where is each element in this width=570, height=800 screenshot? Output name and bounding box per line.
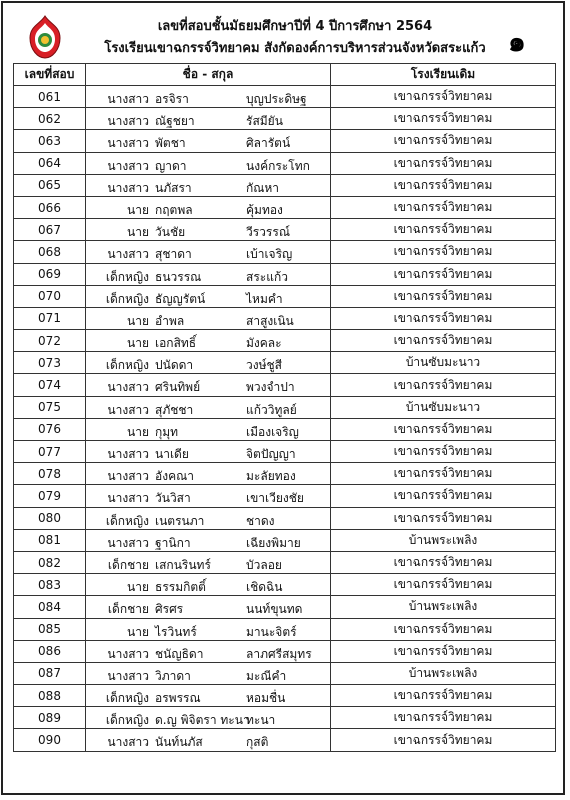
table-row xyxy=(14,152,556,174)
exam-id: 090 xyxy=(14,729,86,751)
previous-school: เขาฉกรรจ์วิทยาคม xyxy=(331,707,556,729)
previous-school: เขาฉกรรจ์วิทยาคม xyxy=(331,241,556,263)
first-name: ศิรศร xyxy=(155,602,184,617)
exam-id: 079 xyxy=(14,485,86,507)
last-name: เชิดฉิน xyxy=(246,580,283,595)
school-logo-icon xyxy=(26,14,64,60)
exam-id: 070 xyxy=(14,285,86,307)
student-name xyxy=(86,441,331,463)
previous-school: เขาฉกรรจ์วิทยาคม xyxy=(331,441,556,463)
name-prefix: นาย xyxy=(127,580,149,595)
previous-school: บ้านพระเพลิง xyxy=(331,596,556,618)
previous-school: เขาฉกรรจ์วิทยาคม xyxy=(331,196,556,218)
exam-seat-table xyxy=(13,63,556,752)
student-name xyxy=(86,463,331,485)
name-prefix: เด็กหญิง xyxy=(105,691,149,706)
table-row xyxy=(14,529,556,551)
student-name xyxy=(86,219,331,241)
table-row xyxy=(14,241,556,263)
name-prefix: นางสาว xyxy=(107,158,149,173)
first-name: เนตรนภา xyxy=(155,513,205,528)
exam-id: 076 xyxy=(14,418,86,440)
last-name: มังคละ xyxy=(246,336,282,351)
last-name: ไหมคำ xyxy=(246,291,283,306)
name-prefix: นางสาว xyxy=(107,535,149,550)
page-subtitle: โรงเรียนเขาฉกรรจ์วิทยาคม สังกัดองค์การบริหารส่วนจังหวัดสระแก้ว xyxy=(104,41,486,56)
previous-school: เขาฉกรรจ์วิทยาคม xyxy=(331,130,556,152)
first-name: กุมุท xyxy=(155,424,179,439)
first-name: ฐานิกา xyxy=(155,535,191,550)
last-name: สาสูงเนิน xyxy=(246,313,294,328)
previous-school: เขาฉกรรจ์วิทยาคม xyxy=(331,640,556,662)
last-name: หอมชื่น xyxy=(246,691,286,706)
name-prefix: นางสาว xyxy=(107,447,149,461)
first-name: พัตชา xyxy=(155,136,186,151)
student-name xyxy=(86,263,331,285)
table-row xyxy=(14,174,556,196)
student-name xyxy=(86,396,331,418)
student-name xyxy=(86,418,331,440)
name-prefix: เด็กชาย xyxy=(107,557,149,572)
exam-id: 074 xyxy=(14,374,86,396)
exam-id: 084 xyxy=(14,596,86,618)
name-prefix: เด็กหญิง xyxy=(105,269,149,284)
last-name: มานะจิตร์ xyxy=(246,624,297,639)
first-name: สุภัชชา xyxy=(155,402,194,417)
table-row xyxy=(14,596,556,618)
first-name: ศรินทิพย์ xyxy=(155,380,201,395)
first-name: นันท์นภัส xyxy=(155,735,203,750)
last-name: ลาภศรีสมุทร xyxy=(246,646,312,661)
exam-id: 063 xyxy=(14,130,86,152)
table-row xyxy=(14,707,556,729)
name-prefix: เด็กหญิง xyxy=(105,513,149,528)
name-prefix: นางสาว xyxy=(107,646,149,661)
last-name: มะณีคำ xyxy=(246,668,287,683)
exam-id: 088 xyxy=(14,685,86,707)
page-title: เลขที่สอบชั้นมัธยมศึกษาปีที่ 4 ปีการศึกษา 2564 xyxy=(157,19,433,34)
table-row xyxy=(14,330,556,352)
table-row xyxy=(14,86,556,108)
previous-school: เขาฉกรรจ์วิทยาคม xyxy=(331,174,556,196)
student-name xyxy=(86,241,331,263)
previous-school: เขาฉกรรจ์วิทยาคม xyxy=(331,485,556,507)
exam-id: 077 xyxy=(14,441,86,463)
name-prefix: นาย xyxy=(127,424,149,439)
column-header-school: โรงเรียนเดิม xyxy=(331,64,556,86)
first-name: วิภาดา xyxy=(155,668,191,683)
last-name: นงค์กระโทก xyxy=(246,158,310,173)
last-name: ศิลารัตน์ xyxy=(246,136,291,151)
table-row xyxy=(14,551,556,573)
table-row xyxy=(14,618,556,640)
first-name: ธัญญรัตน์ xyxy=(155,291,206,306)
student-name xyxy=(86,707,331,729)
table-row xyxy=(14,352,556,374)
last-name: เฉียงพิมาย xyxy=(246,535,301,550)
exam-id: 071 xyxy=(14,307,86,329)
student-name xyxy=(86,152,331,174)
column-header-name: ชื่อ - สกุล xyxy=(86,64,331,86)
first-name: อำพล xyxy=(155,313,185,328)
exam-id: 087 xyxy=(14,662,86,684)
first-name: อังคณา xyxy=(155,469,194,484)
first-name: ธนวรรณ xyxy=(155,269,202,284)
table-row xyxy=(14,640,556,662)
student-name xyxy=(86,485,331,507)
exam-id: 062 xyxy=(14,108,86,130)
student-name xyxy=(86,596,331,618)
first-name: กฤตพล xyxy=(155,202,193,217)
student-name xyxy=(86,662,331,684)
previous-school: เขาฉกรรจ์วิทยาคม xyxy=(331,219,556,241)
last-name: รัสมียัน xyxy=(246,114,283,129)
previous-school: เขาฉกรรจ์วิทยาคม xyxy=(331,152,556,174)
exam-id: 086 xyxy=(14,640,86,662)
exam-id: 073 xyxy=(14,352,86,374)
table-row xyxy=(14,463,556,485)
table-row xyxy=(14,729,556,751)
name-prefix: นาย xyxy=(127,313,149,328)
first-name: อรพรรณ xyxy=(155,691,201,706)
first-name: ไรวินทร์ xyxy=(155,624,197,639)
name-prefix: นางสาว xyxy=(107,136,149,151)
exam-id: 072 xyxy=(14,330,86,352)
previous-school: เขาฉกรรจ์วิทยาคม xyxy=(331,418,556,440)
name-prefix: นางสาว xyxy=(107,735,149,750)
last-name: เขาเวียงชัย xyxy=(246,491,304,506)
exam-id: 067 xyxy=(14,219,86,241)
table-row xyxy=(14,219,556,241)
name-prefix: เด็กชาย xyxy=(107,602,149,617)
student-name xyxy=(86,352,331,374)
exam-id: 061 xyxy=(14,86,86,108)
previous-school: เขาฉกรรจ์วิทยาคม xyxy=(331,685,556,707)
table-row xyxy=(14,130,556,152)
previous-school: เขาฉกรรจ์วิทยาคม xyxy=(331,374,556,396)
table-row xyxy=(14,307,556,329)
exam-id: 080 xyxy=(14,507,86,529)
first-name: วันชัย xyxy=(155,225,186,240)
first-name: ญาดา xyxy=(155,158,187,173)
previous-school: เขาฉกรรจ์วิทยาคม xyxy=(331,507,556,529)
student-name xyxy=(86,618,331,640)
previous-school: เขาฉกรรจ์วิทยาคม xyxy=(331,285,556,307)
student-name xyxy=(86,330,331,352)
student-name xyxy=(86,685,331,707)
table-row xyxy=(14,108,556,130)
exam-id: 078 xyxy=(14,463,86,485)
exam-id: 083 xyxy=(14,574,86,596)
last-name: เมืองเจริญ xyxy=(246,424,299,439)
name-prefix: นาย xyxy=(127,225,149,240)
previous-school: เขาฉกรรจ์วิทยาคม xyxy=(331,551,556,573)
student-name xyxy=(86,729,331,751)
first-name: ด.ญ พิจิตรา ทะนา xyxy=(155,713,250,728)
last-name: เบ้าเจริญ xyxy=(246,247,293,262)
exam-id: 069 xyxy=(14,263,86,285)
first-name: เสกนรินทร์ xyxy=(155,557,211,572)
name-prefix: นางสาว xyxy=(107,491,149,506)
table-row xyxy=(14,485,556,507)
exam-id: 085 xyxy=(14,618,86,640)
name-prefix: นางสาว xyxy=(107,180,149,195)
name-prefix: นางสาว xyxy=(107,114,149,129)
student-name xyxy=(86,640,331,662)
student-name xyxy=(86,574,331,596)
first-name: นภัสรา xyxy=(155,180,192,195)
student-name xyxy=(86,551,331,573)
previous-school: บ้านพระเพลิง xyxy=(331,529,556,551)
table-body xyxy=(14,86,556,752)
previous-school: เขาฉกรรจ์วิทยาคม xyxy=(331,463,556,485)
previous-school: เขาฉกรรจ์วิทยาคม xyxy=(331,86,556,108)
first-name: ณัฐชยา xyxy=(155,114,195,129)
table-header-row xyxy=(14,64,556,86)
last-name: นนท์ขุนทด xyxy=(246,602,303,617)
exam-id: 065 xyxy=(14,174,86,196)
table-row xyxy=(14,396,556,418)
table-row xyxy=(14,507,556,529)
table-row xyxy=(14,374,556,396)
first-name: สุชาดา xyxy=(155,247,192,262)
name-prefix: นาย xyxy=(127,624,149,639)
name-prefix: เด็กหญิง xyxy=(105,358,149,373)
last-name: พวงจำปา xyxy=(246,380,295,395)
last-name: มะลัยทอง xyxy=(246,469,296,484)
exam-id: 082 xyxy=(14,551,86,573)
previous-school: เขาฉกรรจ์วิทยาคม xyxy=(331,574,556,596)
student-name xyxy=(86,130,331,152)
name-prefix: นางสาว xyxy=(107,92,149,106)
previous-school: เขาฉกรรจ์วิทยาคม xyxy=(331,307,556,329)
exam-id: 066 xyxy=(14,196,86,218)
name-prefix: เด็กหญิง xyxy=(105,713,149,728)
previous-school: เขาฉกรรจ์วิทยาคม xyxy=(331,263,556,285)
student-name xyxy=(86,529,331,551)
name-prefix: นางสาว xyxy=(107,469,149,484)
first-name: อรจิรา xyxy=(155,92,189,106)
table-row xyxy=(14,263,556,285)
last-name: ทะนา xyxy=(246,713,276,728)
last-name: วงษ์ชูสี xyxy=(246,358,282,373)
student-name xyxy=(86,86,331,108)
student-name xyxy=(86,374,331,396)
name-prefix: นางสาว xyxy=(107,247,149,262)
previous-school: บ้านซับมะนาว xyxy=(331,396,556,418)
student-name xyxy=(86,196,331,218)
last-name: กุสติ xyxy=(246,735,269,750)
last-name: จิตปัญญา xyxy=(246,447,296,461)
previous-school: เขาฉกรรจ์วิทยาคม xyxy=(331,108,556,130)
first-name: วันวิสา xyxy=(155,491,191,506)
last-name: แก้ววิทูลย์ xyxy=(246,402,297,417)
student-name xyxy=(86,507,331,529)
exam-id: 068 xyxy=(14,241,86,263)
first-name: ธรรมกิตติ์ xyxy=(155,580,206,595)
table-row xyxy=(14,574,556,596)
table-row xyxy=(14,285,556,307)
last-name: บุญประดิษฐ xyxy=(246,92,307,106)
name-prefix: นางสาว xyxy=(107,402,149,417)
student-name xyxy=(86,285,331,307)
name-prefix: เด็กหญิง xyxy=(105,291,149,306)
exam-id: 081 xyxy=(14,529,86,551)
student-name xyxy=(86,108,331,130)
previous-school: บ้านพระเพลิง xyxy=(331,662,556,684)
exam-id: 075 xyxy=(14,396,86,418)
previous-school: บ้านซับมะนาว xyxy=(331,352,556,374)
exam-id: 089 xyxy=(14,707,86,729)
column-header-id: เลขที่สอบ xyxy=(14,64,86,86)
table-row xyxy=(14,685,556,707)
name-prefix: นางสาว xyxy=(107,380,149,395)
first-name: ชนัญธิดา xyxy=(155,646,204,661)
exam-id: 064 xyxy=(14,152,86,174)
first-name: เอกสิทธิ์ xyxy=(155,336,197,351)
table-row xyxy=(14,418,556,440)
table-row xyxy=(14,441,556,463)
last-name: บัวลอย xyxy=(246,557,282,572)
previous-school: เขาฉกรรจ์วิทยาคม xyxy=(331,330,556,352)
previous-school: เขาฉกรรจ์วิทยาคม xyxy=(331,729,556,751)
student-name xyxy=(86,307,331,329)
room-number: ๑ xyxy=(508,25,526,58)
student-name xyxy=(86,174,331,196)
previous-school: เขาฉกรรจ์วิทยาคม xyxy=(331,618,556,640)
last-name: สระแก้ว xyxy=(246,269,288,284)
last-name: คุ้มทอง xyxy=(246,202,283,217)
name-prefix: นางสาว xyxy=(107,668,149,683)
first-name: นาเดีย xyxy=(155,447,189,461)
table-row xyxy=(14,196,556,218)
last-name: วีรวรรณ์ xyxy=(246,225,290,240)
last-name: กัณหา xyxy=(246,180,280,195)
table-row xyxy=(14,662,556,684)
first-name: ปนัดดา xyxy=(155,358,194,373)
name-prefix: นาย xyxy=(127,202,149,217)
name-prefix: นาย xyxy=(127,336,149,351)
last-name: ชาดง xyxy=(246,513,275,528)
